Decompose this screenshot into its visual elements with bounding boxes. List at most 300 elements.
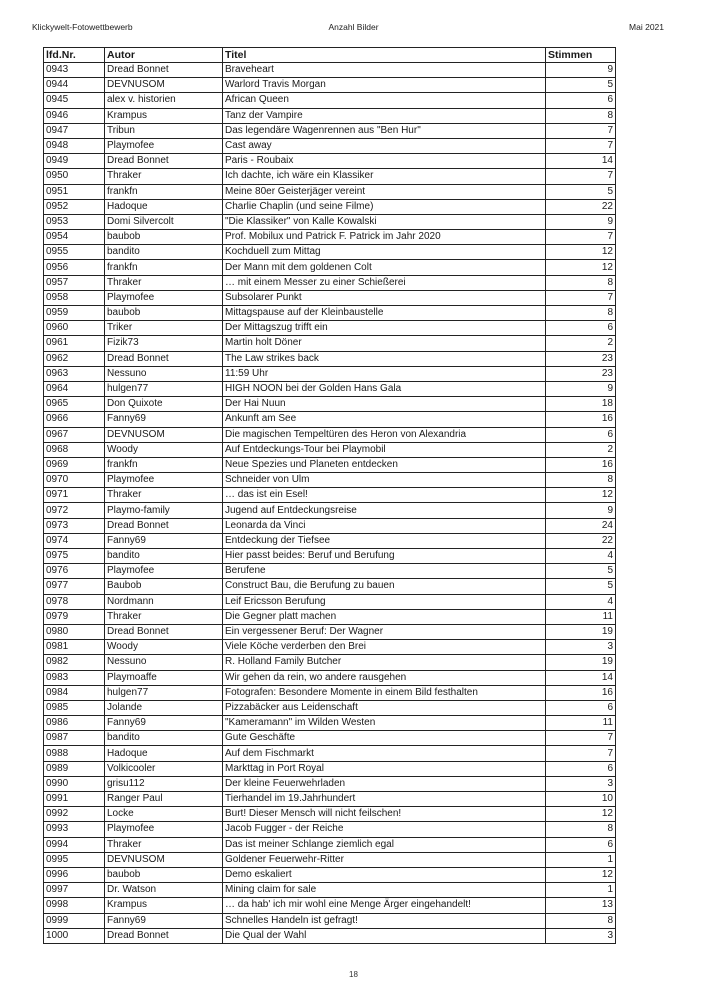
cell-nr: 0972 — [44, 503, 105, 518]
cell-stimmen: 2 — [546, 442, 616, 457]
cell-stimmen: 8 — [546, 306, 616, 321]
cell-autor: Jolande — [105, 700, 223, 715]
cell-stimmen: 8 — [546, 275, 616, 290]
cell-stimmen: 7 — [546, 290, 616, 305]
cell-nr: 0979 — [44, 609, 105, 624]
cell-nr: 0945 — [44, 93, 105, 108]
cell-autor: Fanny69 — [105, 716, 223, 731]
table-row — [44, 685, 616, 700]
table-row — [44, 852, 616, 867]
cell-stimmen: 3 — [546, 776, 616, 791]
cell-stimmen: 14 — [546, 154, 616, 169]
cell-nr: 1000 — [44, 928, 105, 943]
cell-titel: 11:59 Uhr — [223, 366, 546, 381]
cell-stimmen: 9 — [546, 381, 616, 396]
table-row — [44, 366, 616, 381]
table-row — [44, 457, 616, 472]
cell-titel: The Law strikes back — [223, 351, 546, 366]
table-row — [44, 807, 616, 822]
cell-nr: 0964 — [44, 381, 105, 396]
cell-titel: "Die Klassiker" von Kalle Kowalski — [223, 214, 546, 229]
cell-autor: frankfn — [105, 260, 223, 275]
cell-autor: Baubob — [105, 579, 223, 594]
cell-stimmen: 7 — [546, 746, 616, 761]
cell-titel: Der Mittagszug trifft ein — [223, 321, 546, 336]
cell-autor: baubob — [105, 230, 223, 245]
cell-titel: Der Mann mit dem goldenen Colt — [223, 260, 546, 275]
cell-autor: DEVNUSOM — [105, 427, 223, 442]
cell-nr: 0970 — [44, 473, 105, 488]
page-number: 18 — [349, 970, 358, 979]
cell-titel: Kochduell zum Mittag — [223, 245, 546, 260]
table-row — [44, 154, 616, 169]
cell-titel: Jugend auf Entdeckungsreise — [223, 503, 546, 518]
cell-nr: 0977 — [44, 579, 105, 594]
cell-stimmen: 13 — [546, 898, 616, 913]
cell-autor: Volkicooler — [105, 761, 223, 776]
cell-titel: Mittagspause auf der Kleinbaustelle — [223, 306, 546, 321]
cell-autor: DEVNUSOM — [105, 78, 223, 93]
table-row — [44, 776, 616, 791]
cell-nr: 0951 — [44, 184, 105, 199]
cell-nr: 0984 — [44, 685, 105, 700]
cell-autor: alex v. historien — [105, 93, 223, 108]
table-row — [44, 473, 616, 488]
cell-nr: 0999 — [44, 913, 105, 928]
cell-autor: Woody — [105, 442, 223, 457]
cell-nr: 0992 — [44, 807, 105, 822]
cell-titel: Paris - Roubaix — [223, 154, 546, 169]
table-row — [44, 427, 616, 442]
cell-titel: Jacob Fugger - der Reiche — [223, 822, 546, 837]
cell-nr: 0947 — [44, 123, 105, 138]
cell-stimmen: 4 — [546, 549, 616, 564]
table-row — [44, 184, 616, 199]
cell-stimmen: 10 — [546, 792, 616, 807]
cell-nr: 0960 — [44, 321, 105, 336]
cell-nr: 0983 — [44, 670, 105, 685]
table-row — [44, 533, 616, 548]
table-row — [44, 549, 616, 564]
cell-nr: 0956 — [44, 260, 105, 275]
cell-autor: frankfn — [105, 184, 223, 199]
table-row — [44, 230, 616, 245]
cell-titel: Braveheart — [223, 63, 546, 78]
table-row — [44, 381, 616, 396]
table-row — [44, 488, 616, 503]
header-left-title: Klickywelt-Fotowettbewerb — [32, 22, 133, 32]
cell-autor: Dread Bonnet — [105, 351, 223, 366]
cell-nr: 0985 — [44, 700, 105, 715]
cell-nr: 0996 — [44, 867, 105, 882]
cell-nr: 0959 — [44, 306, 105, 321]
cell-titel: Entdeckung der Tiefsee — [223, 533, 546, 548]
table-row — [44, 275, 616, 290]
table-row — [44, 655, 616, 670]
cell-nr: 0944 — [44, 78, 105, 93]
cell-stimmen: 1 — [546, 883, 616, 898]
cell-stimmen: 12 — [546, 488, 616, 503]
cell-autor: grisu112 — [105, 776, 223, 791]
table-row — [44, 245, 616, 260]
cell-stimmen: 5 — [546, 579, 616, 594]
cell-nr: 0955 — [44, 245, 105, 260]
table-row — [44, 822, 616, 837]
table-row — [44, 214, 616, 229]
cell-nr: 0943 — [44, 63, 105, 78]
cell-titel: Auf dem Fischmarkt — [223, 746, 546, 761]
cell-nr: 0997 — [44, 883, 105, 898]
cell-autor: Nessuno — [105, 655, 223, 670]
table-row — [44, 867, 616, 882]
cell-stimmen: 7 — [546, 731, 616, 746]
table-row — [44, 351, 616, 366]
cell-autor: Dread Bonnet — [105, 928, 223, 943]
cell-nr: 0968 — [44, 442, 105, 457]
cell-nr: 0965 — [44, 397, 105, 412]
cell-nr: 0990 — [44, 776, 105, 791]
cell-stimmen: 9 — [546, 63, 616, 78]
cell-titel: African Queen — [223, 93, 546, 108]
cell-stimmen: 23 — [546, 351, 616, 366]
cell-stimmen: 12 — [546, 867, 616, 882]
cell-titel: Leif Ericsson Berufung — [223, 594, 546, 609]
cell-autor: bandito — [105, 245, 223, 260]
column-header-nr: lfd.Nr. — [44, 48, 105, 63]
cell-stimmen: 16 — [546, 457, 616, 472]
cell-nr: 0962 — [44, 351, 105, 366]
table-row — [44, 594, 616, 609]
cell-autor: Krampus — [105, 898, 223, 913]
table-row — [44, 564, 616, 579]
cell-autor: Hadoque — [105, 199, 223, 214]
cell-stimmen: 22 — [546, 533, 616, 548]
cell-autor: Tribun — [105, 123, 223, 138]
table-row — [44, 108, 616, 123]
cell-nr: 0987 — [44, 731, 105, 746]
cell-stimmen: 5 — [546, 564, 616, 579]
table-row — [44, 321, 616, 336]
table-row — [44, 169, 616, 184]
cell-nr: 0946 — [44, 108, 105, 123]
cell-titel: … das ist ein Esel! — [223, 488, 546, 503]
cell-autor: Dread Bonnet — [105, 63, 223, 78]
cell-autor: Ranger Paul — [105, 792, 223, 807]
table-row — [44, 731, 616, 746]
cell-stimmen: 4 — [546, 594, 616, 609]
cell-autor: Playmofee — [105, 564, 223, 579]
cell-nr: 0952 — [44, 199, 105, 214]
cell-titel: Mining claim for sale — [223, 883, 546, 898]
table-row — [44, 412, 616, 427]
cell-titel: Schneider von Ulm — [223, 473, 546, 488]
header-date: Mai 2021 — [629, 22, 664, 32]
cell-titel: … da hab' ich mir wohl eine Menge Ärger eingehandelt! — [223, 898, 546, 913]
table-row — [44, 913, 616, 928]
cell-stimmen: 2 — [546, 336, 616, 351]
cell-autor: Thraker — [105, 837, 223, 852]
table-row — [44, 670, 616, 685]
table-row — [44, 442, 616, 457]
cell-nr: 0978 — [44, 594, 105, 609]
cell-stimmen: 19 — [546, 624, 616, 639]
cell-autor: Dread Bonnet — [105, 624, 223, 639]
cell-autor: hulgen77 — [105, 685, 223, 700]
cell-titel: Charlie Chaplin (und seine Filme) — [223, 199, 546, 214]
cell-titel: Der kleine Feuerwehrladen — [223, 776, 546, 791]
cell-stimmen: 3 — [546, 640, 616, 655]
cell-nr: 0967 — [44, 427, 105, 442]
cell-stimmen: 23 — [546, 366, 616, 381]
cell-stimmen: 7 — [546, 123, 616, 138]
cell-stimmen: 6 — [546, 837, 616, 852]
cell-titel: Die Gegner platt machen — [223, 609, 546, 624]
cell-nr: 0986 — [44, 716, 105, 731]
cell-stimmen: 6 — [546, 321, 616, 336]
cell-nr: 0993 — [44, 822, 105, 837]
table-row — [44, 898, 616, 913]
cell-stimmen: 11 — [546, 716, 616, 731]
cell-nr: 0976 — [44, 564, 105, 579]
cell-stimmen: 5 — [546, 184, 616, 199]
cell-titel: HIGH NOON bei der Golden Hans Gala — [223, 381, 546, 396]
cell-titel: Martin holt Döner — [223, 336, 546, 351]
cell-titel: Construct Bau, die Berufung zu bauen — [223, 579, 546, 594]
cell-titel: Goldener Feuerwehr-Ritter — [223, 852, 546, 867]
cell-nr: 0988 — [44, 746, 105, 761]
table-row — [44, 746, 616, 761]
cell-stimmen: 9 — [546, 503, 616, 518]
cell-titel: Pizzabäcker aus Leidenschaft — [223, 700, 546, 715]
cell-nr: 0975 — [44, 549, 105, 564]
cell-autor: Locke — [105, 807, 223, 822]
cell-autor: Woody — [105, 640, 223, 655]
cell-autor: Playmoaffe — [105, 670, 223, 685]
cell-autor: Triker — [105, 321, 223, 336]
table-row — [44, 609, 616, 624]
table-row — [44, 123, 616, 138]
cell-stimmen: 8 — [546, 473, 616, 488]
table-row — [44, 199, 616, 214]
cell-titel: Der Hai Nuun — [223, 397, 546, 412]
cell-titel: Die Qual der Wahl — [223, 928, 546, 943]
cell-stimmen: 6 — [546, 761, 616, 776]
column-header-stimmen: Stimmen — [546, 48, 616, 63]
cell-nr: 0961 — [44, 336, 105, 351]
cell-autor: frankfn — [105, 457, 223, 472]
cell-titel: Subsolarer Punkt — [223, 290, 546, 305]
cell-nr: 0973 — [44, 518, 105, 533]
cell-autor: bandito — [105, 549, 223, 564]
cell-titel: Burt! Dieser Mensch will nicht feilschen! — [223, 807, 546, 822]
column-header-titel: Titel — [223, 48, 546, 63]
cell-nr: 0950 — [44, 169, 105, 184]
cell-titel: Neue Spezies und Planeten entdecken — [223, 457, 546, 472]
cell-stimmen: 3 — [546, 928, 616, 943]
cell-stimmen: 9 — [546, 214, 616, 229]
cell-autor: Nordmann — [105, 594, 223, 609]
cell-autor: Fanny69 — [105, 533, 223, 548]
header-center-title: Anzahl Bilder — [328, 22, 379, 32]
cell-autor: Nessuno — [105, 366, 223, 381]
table-row — [44, 716, 616, 731]
cell-autor: bandito — [105, 731, 223, 746]
cell-nr: 0971 — [44, 488, 105, 503]
cell-titel: Gute Geschäfte — [223, 731, 546, 746]
cell-autor: Fizik73 — [105, 336, 223, 351]
cell-nr: 0980 — [44, 624, 105, 639]
table-row — [44, 397, 616, 412]
table-row — [44, 260, 616, 275]
table-row — [44, 63, 616, 78]
cell-autor: Thraker — [105, 275, 223, 290]
cell-titel: Markttag in Port Royal — [223, 761, 546, 776]
cell-nr: 0989 — [44, 761, 105, 776]
cell-nr: 0974 — [44, 533, 105, 548]
cell-stimmen: 11 — [546, 609, 616, 624]
cell-stimmen: 6 — [546, 93, 616, 108]
cell-stimmen: 6 — [546, 427, 616, 442]
votes-table — [43, 47, 616, 944]
table-row — [44, 761, 616, 776]
cell-nr: 0994 — [44, 837, 105, 852]
cell-titel: Meine 80er Geisterjäger vereint — [223, 184, 546, 199]
cell-autor: Domi Silvercolt — [105, 214, 223, 229]
cell-stimmen: 14 — [546, 670, 616, 685]
cell-stimmen: 7 — [546, 169, 616, 184]
cell-titel: Fotografen: Besondere Momente in einem Bild festhalten — [223, 685, 546, 700]
cell-titel: Prof. Mobilux und Patrick F. Patrick im Jahr 2020 — [223, 230, 546, 245]
cell-autor: Dread Bonnet — [105, 154, 223, 169]
cell-nr: 0998 — [44, 898, 105, 913]
cell-autor: Thraker — [105, 169, 223, 184]
cell-nr: 0963 — [44, 366, 105, 381]
cell-nr: 0954 — [44, 230, 105, 245]
cell-autor: Thraker — [105, 609, 223, 624]
cell-stimmen: 1 — [546, 852, 616, 867]
cell-titel: Wir gehen da rein, wo andere rausgehen — [223, 670, 546, 685]
cell-stimmen: 6 — [546, 700, 616, 715]
cell-titel: Viele Köche verderben den Brei — [223, 640, 546, 655]
cell-nr: 0958 — [44, 290, 105, 305]
table-row — [44, 93, 616, 108]
cell-stimmen: 7 — [546, 138, 616, 153]
table-row — [44, 579, 616, 594]
cell-titel: Das ist meiner Schlange ziemlich egal — [223, 837, 546, 852]
cell-autor: baubob — [105, 306, 223, 321]
table-row — [44, 518, 616, 533]
cell-stimmen: 5 — [546, 78, 616, 93]
cell-nr: 0981 — [44, 640, 105, 655]
cell-stimmen: 18 — [546, 397, 616, 412]
cell-stimmen: 12 — [546, 807, 616, 822]
table-row — [44, 640, 616, 655]
table-row — [44, 290, 616, 305]
cell-autor: Don Quixote — [105, 397, 223, 412]
cell-autor: Dread Bonnet — [105, 518, 223, 533]
cell-titel: … mit einem Messer zu einer Schießerei — [223, 275, 546, 290]
cell-autor: Hadoque — [105, 746, 223, 761]
cell-autor: Thraker — [105, 488, 223, 503]
cell-titel: "Kameramann" im Wilden Westen — [223, 716, 546, 731]
column-header-autor: Autor — [105, 48, 223, 63]
cell-titel: Ich dachte, ich wäre ein Klassiker — [223, 169, 546, 184]
cell-nr: 0969 — [44, 457, 105, 472]
cell-autor: Playmofee — [105, 138, 223, 153]
cell-titel: Tanz der Vampire — [223, 108, 546, 123]
table-row — [44, 138, 616, 153]
cell-stimmen: 7 — [546, 230, 616, 245]
table-row — [44, 503, 616, 518]
cell-nr: 0949 — [44, 154, 105, 169]
table-row — [44, 700, 616, 715]
cell-nr: 0991 — [44, 792, 105, 807]
cell-nr: 0995 — [44, 852, 105, 867]
cell-nr: 0982 — [44, 655, 105, 670]
table-row — [44, 837, 616, 852]
cell-autor: Playmofee — [105, 290, 223, 305]
table-row — [44, 928, 616, 943]
cell-titel: Leonarda da Vinci — [223, 518, 546, 533]
cell-stimmen: 24 — [546, 518, 616, 533]
cell-titel: Demo eskaliert — [223, 867, 546, 882]
cell-autor: Playmo-family — [105, 503, 223, 518]
table-row — [44, 624, 616, 639]
cell-autor: baubob — [105, 867, 223, 882]
cell-nr: 0957 — [44, 275, 105, 290]
cell-nr: 0966 — [44, 412, 105, 427]
cell-nr: 0953 — [44, 214, 105, 229]
cell-titel: Berufene — [223, 564, 546, 579]
cell-titel: Die magischen Tempeltüren des Heron von Alexandria — [223, 427, 546, 442]
cell-stimmen: 22 — [546, 199, 616, 214]
cell-titel: Auf Entdeckungs-Tour bei Playmobil — [223, 442, 546, 457]
cell-titel: Schnelles Handeln ist gefragt! — [223, 913, 546, 928]
cell-stimmen: 12 — [546, 260, 616, 275]
table-row — [44, 78, 616, 93]
cell-autor: Playmofee — [105, 822, 223, 837]
cell-titel: Tierhandel im 19.Jahrhundert — [223, 792, 546, 807]
table-body — [44, 63, 616, 944]
table-row — [44, 883, 616, 898]
table-row — [44, 336, 616, 351]
cell-titel: Ankunft am See — [223, 412, 546, 427]
cell-stimmen: 8 — [546, 822, 616, 837]
cell-titel: R. Holland Family Butcher — [223, 655, 546, 670]
cell-titel: Warlord Travis Morgan — [223, 78, 546, 93]
cell-stimmen: 12 — [546, 245, 616, 260]
table-header-row — [44, 48, 616, 63]
cell-autor: Fanny69 — [105, 913, 223, 928]
cell-autor: DEVNUSOM — [105, 852, 223, 867]
cell-nr: 0948 — [44, 138, 105, 153]
cell-stimmen: 8 — [546, 108, 616, 123]
cell-autor: Dr. Watson — [105, 883, 223, 898]
table-row — [44, 306, 616, 321]
cell-stimmen: 16 — [546, 685, 616, 700]
cell-titel: Cast away — [223, 138, 546, 153]
cell-autor: Fanny69 — [105, 412, 223, 427]
cell-titel: Hier passt beides: Beruf und Berufung — [223, 549, 546, 564]
cell-titel: Ein vergessener Beruf: Der Wagner — [223, 624, 546, 639]
table-row — [44, 792, 616, 807]
cell-autor: hulgen77 — [105, 381, 223, 396]
cell-autor: Krampus — [105, 108, 223, 123]
cell-stimmen: 19 — [546, 655, 616, 670]
cell-autor: Playmofee — [105, 473, 223, 488]
cell-stimmen: 8 — [546, 913, 616, 928]
cell-stimmen: 16 — [546, 412, 616, 427]
